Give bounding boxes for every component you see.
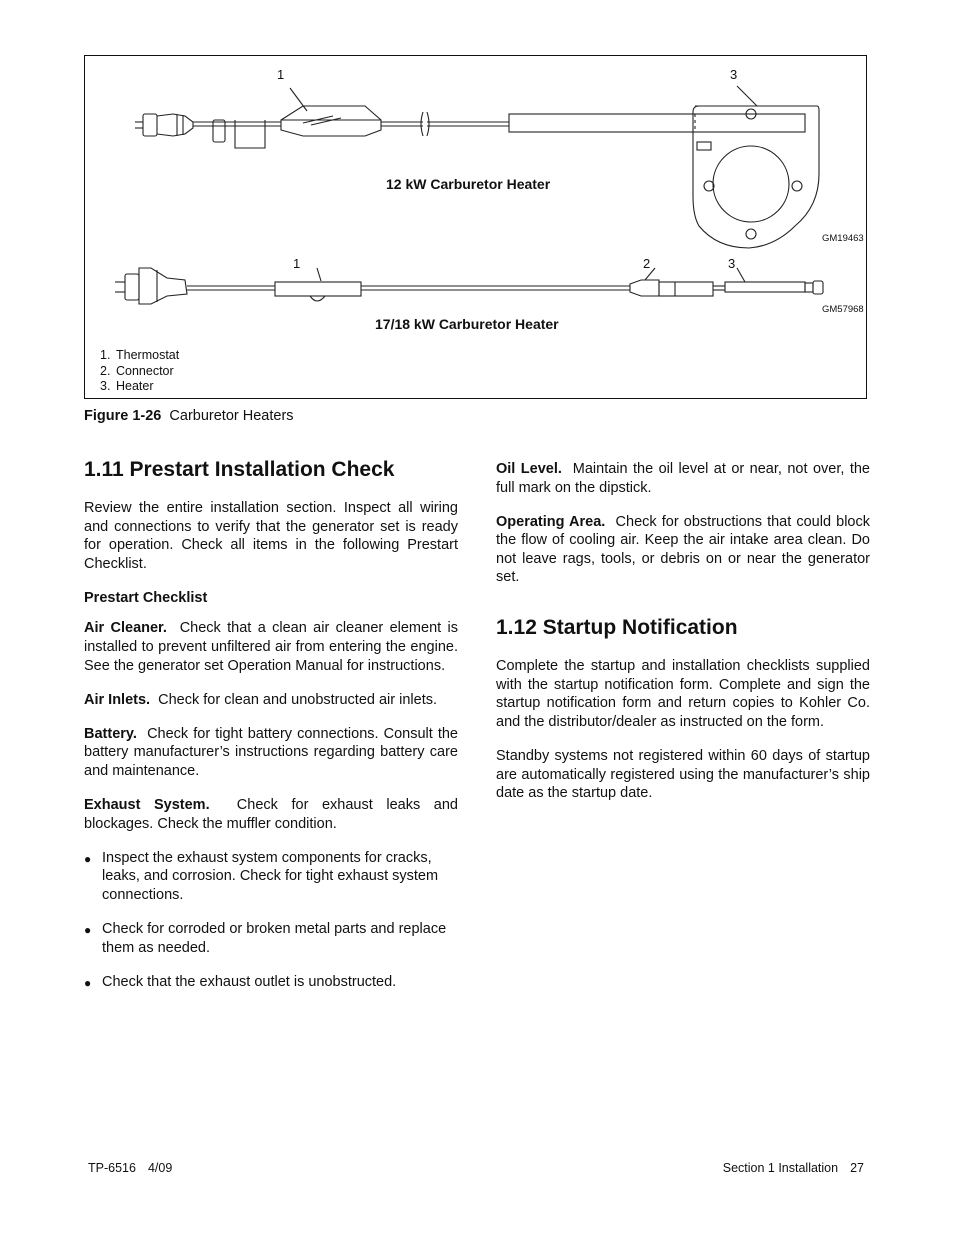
callout-1-top: 1 bbox=[277, 67, 285, 82]
footer-date: 4/09 bbox=[147, 1161, 173, 1175]
checklist-item-air-inlets: Air Inlets. Check for clean and unobstructed air inlets. bbox=[84, 691, 438, 708]
plug-12kw bbox=[135, 114, 193, 136]
diagram1-code: GM19463 bbox=[822, 233, 864, 244]
checklist-item-air-cleaner: Air Cleaner. Check that a clean air cleaner element is installed to prevent unfiltered air from entering the engine. See the generator set Operation Manual for instructions. bbox=[84, 620, 459, 674]
plug-18kw bbox=[115, 268, 187, 304]
bullet-icon: ● bbox=[84, 975, 92, 990]
intro-paragraph: Review the entire installation section. Inspect all wiring and connections to verify that the generator set is ready for operation. Check all items in the following Prestart Checklist. bbox=[84, 500, 458, 572]
cord-clip-2 bbox=[235, 120, 265, 148]
legend-item: 1. Thermostat bbox=[100, 348, 180, 362]
footer-doc-number: TP-6516 bbox=[88, 1161, 136, 1175]
connector-18kw bbox=[630, 280, 713, 296]
right-column bbox=[496, 460, 870, 818]
figure-caption bbox=[84, 408, 294, 424]
list-item: ● Check for corroded or broken metal parts and replace them as needed. bbox=[84, 921, 447, 956]
bullet-icon: ● bbox=[84, 923, 92, 938]
heater-tube-12kw bbox=[509, 114, 805, 132]
section-heading-1-11: 1.11 Prestart Installation Check bbox=[84, 458, 395, 481]
diagram1-title: 12 kW Carburetor Heater bbox=[386, 176, 551, 192]
figure-frame bbox=[84, 55, 867, 399]
callout-3-bottom: 3 bbox=[728, 256, 736, 271]
list-item: ● Check that the exhaust outlet is unobstructed. bbox=[84, 973, 458, 993]
diagram2-code: GM57968 bbox=[822, 304, 864, 315]
figure-caption-text: Carburetor Heaters bbox=[169, 408, 294, 424]
figure-caption-label: Figure 1-26 bbox=[84, 408, 162, 424]
checklist-item-oil-level: Oil Level. Maintain the oil level at or near, not over, the full mark on the dipstick. bbox=[496, 461, 870, 496]
checklist-item-operating-area: Operating Area. Check for obstructions that could block the flow of cooling air. Keep the air intake area clean. Do not leave rags, tools, or debris on or near the generator set. bbox=[496, 513, 870, 586]
diagram2-title: 17/18 kW Carburetor Heater bbox=[375, 316, 559, 332]
legend-item: 3. Heater bbox=[100, 379, 154, 393]
list-item: ● Inspect the exhaust system components for cracks, leaks, and corrosion. Check for tight exhaust system connections. bbox=[84, 849, 439, 903]
thermostat-12kw bbox=[281, 106, 381, 136]
callout-1-bottom: 1 bbox=[293, 256, 301, 271]
thermostat-18kw bbox=[275, 282, 361, 301]
cord-clip-1 bbox=[213, 120, 225, 142]
section-heading-1-12: 1.12 Startup Notification bbox=[496, 616, 738, 640]
carburetor-heaters-illustration bbox=[85, 56, 868, 400]
footer-section: Section 1 Installation bbox=[722, 1161, 839, 1175]
checklist-item-exhaust-system: Exhaust System. Check for exhaust leaks and blockages. Check the muffler condition. bbox=[84, 797, 458, 832]
carburetor-flange bbox=[693, 106, 819, 248]
checklist-item-battery: Battery. Check for tight battery connections. Consult the battery manufacturer’s instructions regarding battery care and maintenance. bbox=[84, 725, 458, 780]
heater-element-18kw bbox=[725, 282, 805, 292]
legend-item: 2. Connector bbox=[100, 363, 174, 378]
checklist-subheading: Prestart Checklist bbox=[84, 589, 208, 606]
footer-doc-info bbox=[88, 1161, 172, 1175]
bullet-icon: ● bbox=[84, 851, 92, 866]
callout-2-bottom: 2 bbox=[643, 256, 651, 271]
startup-paragraph-1: Complete the startup and installation checklists supplied with the startup notification form. Complete and sign the startup notification form and return copies to Kohler Co. and the distributor/dealer as instructed on the form. bbox=[496, 658, 870, 730]
footer-page-number: 27 bbox=[850, 1161, 864, 1175]
footer-page-info bbox=[723, 1161, 864, 1175]
callout-3-top: 3 bbox=[730, 67, 738, 82]
figure-legend bbox=[100, 348, 179, 395]
startup-paragraph-2: Standby systems not registered within 60 days of startup are automatically registered using the manufacturer’s ship date as the startup date. bbox=[496, 747, 870, 802]
left-column bbox=[84, 457, 458, 1008]
